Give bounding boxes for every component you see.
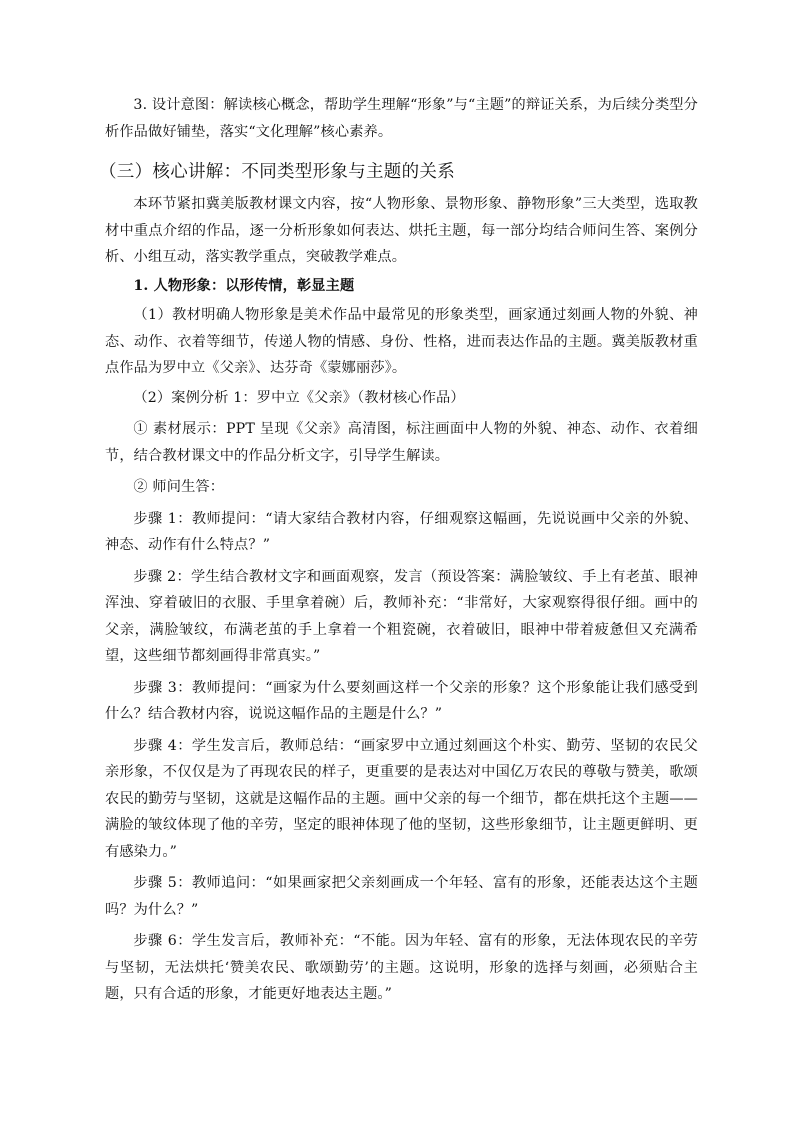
paragraph-step-3: 步骤 3：教师提问：“画家为什么要刻画这样一个父亲的形象？这个形象能让我们感受到什么？结合教材内容，说说这幅作品的主题是什么？”	[105, 679, 698, 722]
paragraph-step-6: 步骤 6：学生发言后，教师补充：“不能。因为年轻、富有的形象，无法体现农民的辛劳与坚韧，无法烘托‘赞美农民、歌颂勤劳’的主题。这说明，形象的选择与刻画，必须贴合主题，只有合适的形象，才能更好地表达主题。”	[105, 933, 698, 1002]
paragraph-character-definition: （1）教材明确人物形象是美术作品中最常见的形象类型，画家通过刻画人物的外貌、神态、动作、衣着等细节，传递人物的情感、身份、性格，进而表达作品的主题。冀美版教材重点作品为罗中立《父亲》、达芬奇《蒙娜丽莎》。	[105, 307, 698, 376]
paragraph-step-1: 步骤 1：教师提问：“请大家结合教材内容，仔细观察这幅画，先说说画中父亲的外貌、神态、动作有什么特点？”	[105, 510, 698, 553]
paragraph-material-display: ① 素材展示：PPT 呈现《父亲》高清图，标注画面中人物的外貌、神态、动作、衣着细节，结合教材课文中的作品分析文字，引导学生解读。	[105, 421, 698, 464]
paragraph-step-5: 步骤 5：教师追问：“如果画家把父亲刻画成一个年轻、富有的形象，还能表达这个主题吗？为什么？”	[105, 875, 698, 918]
paragraph-step-2: 步骤 2：学生结合教材文字和画面观察，发言（预设答案：满脸皱纹、手上有老茧、眼神浑浊、穿着破旧的衣服、手里拿着碗）后，教师补充：“非常好，大家观察得很仔细。画中的父亲，满脸皱纹，布满老茧的手上拿着一个粗瓷碗，衣着破旧，眼神中带着疲惫但又充满希望，这些细节都刻画得非常真实。”	[105, 568, 698, 664]
paragraph-qa-label: ② 师问生答：	[133, 479, 225, 495]
section-heading: （三）核心讲解：不同类型形象与主题的关系	[99, 162, 455, 182]
paragraph-case-analysis-title: （2）案例分析 1：罗中立《父亲》（教材核心作品）	[133, 389, 465, 406]
section-intro-paragraph: 本环节紧扣冀美版教材课文内容，按“人物形象、景物形象、静物形象”三大类型，选取教材中重点介绍的作品，逐一分析形象如何表达、烘托主题，每一部分均结合师问生答、案例分析、小组互动，落实教学重点，突破教学难点。	[105, 196, 698, 265]
paragraph-step-4: 步骤 4：学生发言后，教师总结：“画家罗中立通过刻画这个朴实、勤劳、坚韧的农民父亲形象，不仅仅是为了再现农民的样子，更重要的是表达对中国亿万农民的尊敬与赞美，歌颂农民的勤劳与坚韧，这就是这幅作品的主题。画中父亲的每一个细节，都在烘托这个主题——满脸的皱纹体现了他的辛劳，坚定的眼神体现了他的坚韧，这些形象细节，让主题更鲜明、更有感染力。”	[105, 737, 698, 860]
design-intent-paragraph: 3. 设计意图：解读核心概念，帮助学生理解“形象”与“主题”的辩证关系，为后续分类型分析作品做好铺垫，落实“文化理解”核心素养。	[105, 97, 698, 140]
subheading-character-image: 1. 人物形象：以形传情，彰显主题	[133, 277, 355, 294]
